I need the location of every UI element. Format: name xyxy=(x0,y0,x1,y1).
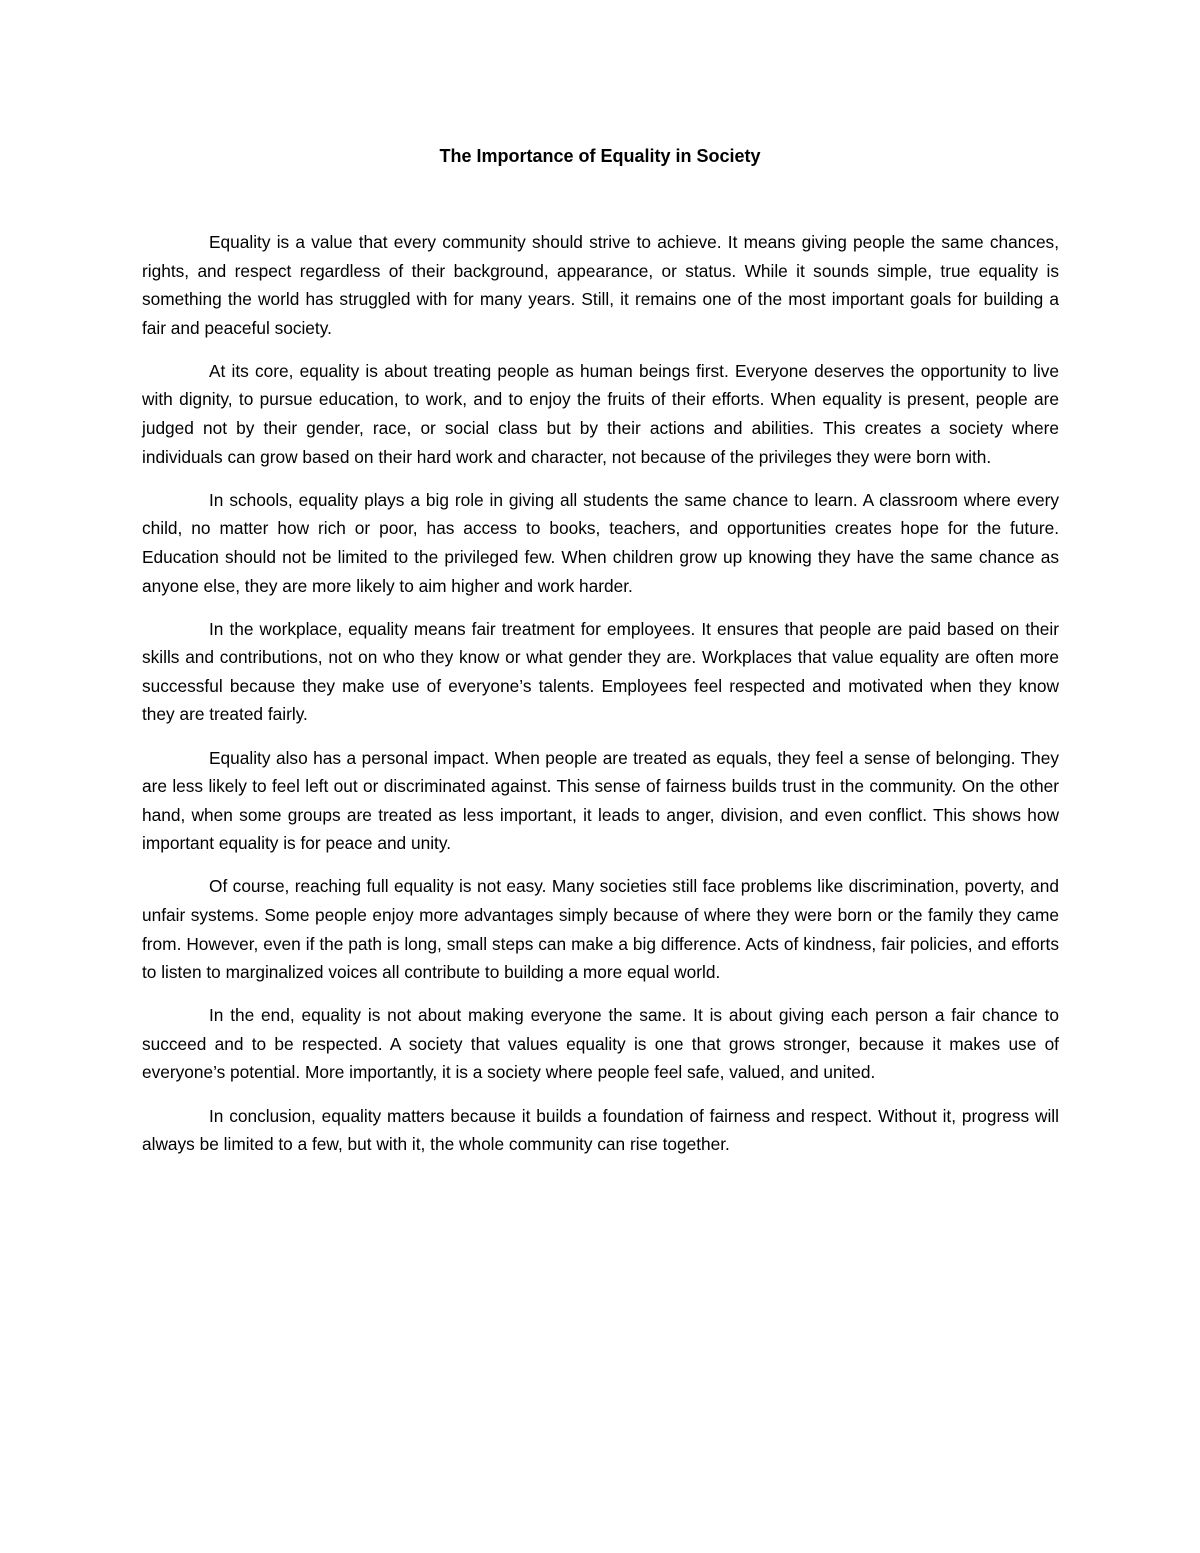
paragraph-personal-impact: Equality also has a personal impact. When people are treated as equals, they feel a sense of belonging. They are less likely to feel left out or discriminated against. This sense of fairness builds trust in the community. On the other hand, when some groups are treated as less important, it leads to anger, division, and even conflict. This shows how important equality is for peace and unity. xyxy=(142,747,1059,854)
paragraph-workplace: In the workplace, equality means fair treatment for employees. It ensures that people are paid based on their skills and contributions, not on who they know or what gender they are. Workplaces that value equality are often more successful because they make use of everyone’s talents. Employees feel respected and motivated when they know they are treated fairly. xyxy=(142,618,1059,725)
document-title: The Importance of Equality in Society xyxy=(439,146,761,166)
paragraph-core: At its core, equality is about treating people as human beings first. Everyone deserves the opportunity to live with dignity, to pursue education, to work, and to enjoy the fruits of their efforts. When equality is present, people are judged not by their gender, race, or social class but by their actions and abilities. This creates a society where individuals can grow based on their hard work and character, not because of the privileges they were born with. xyxy=(142,360,1059,467)
paragraph-challenges: Of course, reaching full equality is not easy. Many societies still face problems like discrimination, poverty, and unfair systems. Some people enjoy more advantages simply because of where they were born or the family they came from. However, even if the path is long, small steps can make a big difference. Acts of kindness, fair policies, and efforts to listen to marginalized voices all contribute to building a more equal world. xyxy=(142,876,1059,983)
paragraph-introduction: Equality is a value that every community should strive to achieve. It means giving people the same chances, rights, and respect regardless of their background, appearance, or status. While it sounds simple, true equality is something the world has struggled with for many years. Still, it remains one of the most important goals for building a fair and peaceful society. xyxy=(142,232,1059,338)
paragraph-end: In the end, equality is not about making everyone the same. It is about giving each person a fair chance to succeed and to be respected. A society that values equality is one that grows stronger, because it makes use of everyone’s potential. More importantly, it is a society where people feel safe, valued, and united. xyxy=(142,1005,1059,1083)
paragraph-conclusion: In conclusion, equality matters because it builds a foundation of fairness and respect. Without it, progress will always be limited to a few, but with it, the whole community can rise together. xyxy=(142,1105,1059,1155)
document-body xyxy=(142,228,1059,1173)
paragraph-schools: In schools, equality plays a big role in giving all students the same chance to learn. A classroom where every child, no matter how rich or poor, has access to books, teachers, and opportunities creates hope for the future. Education should not be limited to the privileged few. When children grow up knowing they have the same chance as anyone else, they are more likely to aim higher and work harder. xyxy=(142,489,1059,596)
